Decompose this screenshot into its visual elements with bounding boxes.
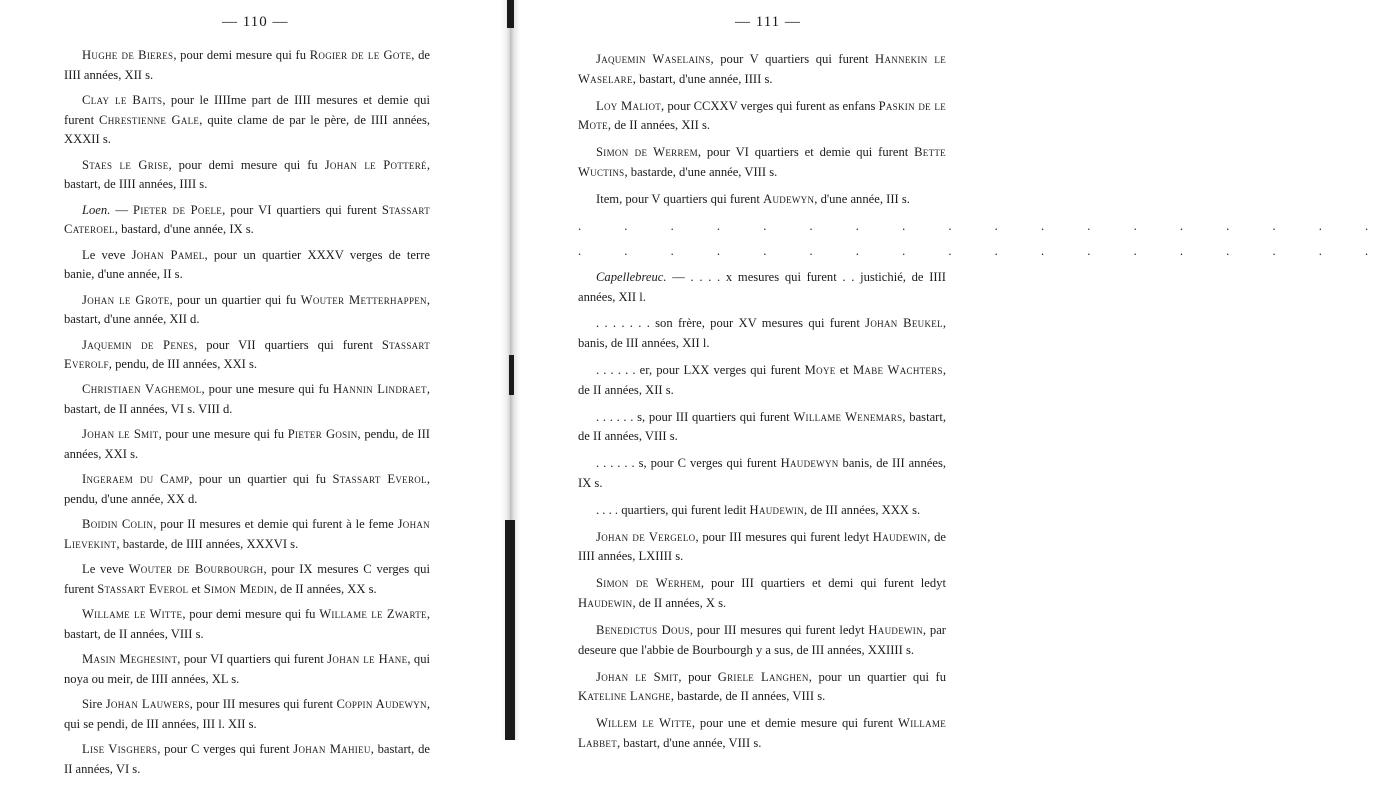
person-name: Johan Mahieu [293, 742, 371, 757]
entry-text: Item, pour V quartiers qui furent [596, 191, 764, 206]
register-entry [578, 501, 946, 521]
entry-text: , pour IX mesures C verges qui furent [64, 562, 430, 597]
entry-text: . . . . . . er, pour LXX verges qui furent [596, 363, 805, 378]
entry-text: , pour un quartier qui fu [189, 472, 333, 487]
register-entry [64, 380, 430, 419]
entry-text: , pour VI quartiers qui furent [177, 652, 328, 667]
entry-text: , bastarde, de II années, VIII s. [670, 689, 826, 704]
entry-text: , bastart, de II années, VI s. VIII d. [64, 382, 430, 417]
register-entry [578, 314, 946, 353]
register-entry [64, 156, 430, 195]
entry-text: , pour une mesure qui fu [158, 427, 288, 442]
register-entry [64, 470, 430, 509]
person-name: Audewyn [763, 191, 815, 206]
person-name: Ingeraem du Camp [82, 472, 190, 487]
register-entry [64, 46, 430, 85]
person-name: Jaquemin Waselains [596, 52, 711, 66]
person-name: Pieter Gosin [287, 427, 358, 442]
register-entry [578, 574, 946, 613]
register-entry [578, 50, 946, 89]
entry-text: , d'une année, III s. [814, 191, 910, 206]
person-name: Johan de Vergelo [596, 529, 696, 544]
person-name: Willame Labbet [578, 716, 946, 750]
entry-text: — . . . . x mesures qui furent . . justichié, de IIII années, XII l. [578, 269, 946, 304]
person-name: Hannin Lindraet [333, 382, 427, 397]
entry-text: — [110, 202, 134, 217]
entry-text: , pour un quartier qui fu [169, 292, 301, 307]
register-entry [64, 91, 430, 150]
person-name: Simon Medin [203, 582, 274, 597]
entry-text: , pour demi mesure qui fu [182, 607, 320, 622]
entry-text: , par deseure que l'abbie de Bourbourgh y a sus, de III années, XXIIII s. [578, 622, 946, 657]
person-name: Willame Wenemars [793, 409, 903, 424]
entry-text: , pendu, de III années, XXI s. [108, 357, 258, 372]
person-name: Kateline Langhe [578, 689, 671, 704]
entry-text: , qui se pendi, de III années, III l. XII s. [64, 697, 431, 731]
person-name: Masin Meghesint [82, 652, 178, 667]
entry-text: , pour C verges qui furent [157, 742, 294, 757]
elision-dots-row: . . . . . . . . . . . . . . . . . . [578, 218, 1388, 233]
person-name: Griele Langhen [717, 669, 809, 684]
person-name: Haudewyn [780, 456, 839, 471]
person-name: Simon de Werrem [596, 145, 698, 160]
register-entry [64, 201, 430, 240]
right-entries-b [578, 268, 946, 753]
register-entry [64, 605, 430, 644]
entry-text: banis, de III années, IX s. [578, 456, 946, 490]
register-entry [578, 621, 946, 660]
entry-text: . . . . . . . son frère, pour XV mesures qui furent [596, 316, 866, 331]
entry-text: , de II années, XII s. [607, 118, 711, 133]
elision-dots-row: . . . . . . . . . . . . . . . . . . [578, 244, 1388, 259]
person-name: Simon de Werhem [596, 576, 701, 591]
entry-text: , de IIII années, XII s. [64, 48, 430, 82]
page-number-110: — 110 — [222, 14, 289, 30]
person-name: Johan le Grote [82, 292, 170, 307]
entry-text: , pour le IIIIme part de IIII mesures et demie qui furent [64, 92, 430, 127]
person-name: Boidin Colin [82, 517, 154, 532]
entry-text: , pour une mesure qui fu [201, 382, 334, 397]
person-name: Willem le Witte [596, 716, 692, 731]
register-entry [64, 560, 430, 599]
register-entry [64, 515, 430, 554]
person-name: Coppin Audewyn [336, 697, 427, 712]
entry-text: , bastart, de II années, VI s. [64, 742, 430, 776]
person-name: Bette Wuctins [578, 145, 946, 179]
entry-text: et [188, 582, 204, 597]
entry-text: , pour un quartier XXXV verges de terre banie, d'une année, II s. [64, 247, 430, 282]
entry-text: , de IIII années, LXIIII s. [578, 529, 947, 564]
entry-text: , de II années, XX s. [273, 582, 377, 597]
left-page-text [64, 46, 430, 785]
entry-text: , pour II mesures et demie qui furent à le feme [153, 517, 398, 532]
register-entry [578, 408, 946, 447]
register-entry [64, 695, 430, 734]
person-name: Hannekin le Waselare [578, 52, 946, 86]
person-name: Christiaen Vaghemol [82, 382, 202, 397]
person-name: Hughe de Bieres [82, 48, 174, 62]
person-name: Lise Visghers [82, 742, 158, 757]
person-name: Haudewin [749, 502, 805, 517]
person-name: Staes le Grise [82, 157, 169, 172]
book-gutter [500, 0, 520, 740]
place-heading: Loen. [82, 202, 111, 217]
entry-text: , pour III mesures qui furent [189, 697, 337, 712]
entry-text: , pour III mesures qui furent ledyt [689, 622, 869, 637]
register-entry [64, 291, 430, 330]
register-entry [64, 336, 430, 375]
person-name: Benedictus Dous [596, 622, 690, 637]
register-entry [64, 650, 430, 689]
person-name: Johan le Smit [82, 427, 159, 442]
person-name: Paskin de le Mote [578, 98, 946, 133]
entry-text: , pour VII quartiers qui furent [194, 337, 382, 352]
register-entry [578, 97, 946, 136]
entry-text: , bastarde, de IIII années, XXXVI s. [116, 537, 299, 552]
entry-text: , pour une et demie mesure qui furent [691, 716, 899, 731]
entry-text: , pendu, de III années, XXI s. [64, 427, 430, 462]
person-name: Rogier de le Gote [309, 48, 412, 62]
register-entry [578, 190, 946, 210]
register-entry [64, 740, 430, 779]
person-name: Haudewin [872, 529, 928, 544]
entry-text: , bastart, d'une année, XII d. [64, 292, 430, 327]
entry-text: , pour VI quartiers et demie qui furent [697, 145, 915, 160]
entry-text: , pour V quartiers qui furent [710, 52, 876, 66]
place-heading: Capellebreuc. [596, 269, 667, 284]
entry-text: , de II années, X s. [632, 595, 727, 610]
person-name: Jaquemin de Penes [82, 337, 195, 352]
person-name: Clay le Baits [82, 92, 163, 107]
person-name: Stassart Cateroel [64, 202, 430, 237]
entry-text: , bastart, de II années, VIII s. [64, 607, 430, 641]
register-entry [578, 268, 946, 307]
entry-text: , pour III quartiers et demi qui furent ledyt [700, 576, 946, 591]
person-name: Haudewin [578, 595, 633, 610]
person-name: Johan Pamel [131, 247, 205, 262]
person-name: Johan Lievekint [64, 517, 430, 552]
entry-text: , qui noya ou meir, de IIII années, XL s. [64, 652, 431, 686]
register-entry [64, 246, 430, 285]
person-name: Johan le Potteré [324, 157, 427, 172]
entry-text: , banis, de III années, XII l. [578, 316, 947, 351]
entry-text: , bastart, de IIII années, IIII s. [64, 157, 430, 192]
entry-text: . . . . . . s, pour C verges qui furent [596, 456, 781, 471]
register-entry [578, 714, 946, 753]
register-entry [578, 668, 946, 707]
register-entry [578, 528, 946, 567]
entry-text: , pour un quartier qui fu [808, 669, 947, 684]
entry-text: Sire [82, 697, 106, 712]
person-name: Wouter Metterhappen [300, 292, 427, 307]
entry-text: , pour III mesures qui furent ledyt [695, 529, 873, 544]
person-name: Johan le Smit [596, 669, 679, 684]
entry-text: , bastard, d'une année, IX s. [114, 222, 254, 237]
register-entry [64, 425, 430, 464]
entry-text: Le veve [82, 562, 129, 577]
entry-text: , pour [678, 669, 718, 684]
entry-text: , de III années, XXX s. [804, 502, 921, 517]
register-entry [578, 361, 946, 400]
person-name: Johan Beukel [865, 316, 943, 331]
entry-text: , pour demi mesure qui fu [168, 157, 325, 172]
entry-text: , bastart, d'une année, IIII s. [632, 71, 773, 86]
entry-text: et [835, 363, 853, 378]
entry-text: Le veve [82, 247, 132, 262]
entry-text: . . . . quartiers, qui furent ledit [596, 502, 750, 517]
right-page-text [578, 50, 1388, 761]
person-name: Moye [804, 363, 836, 378]
left-page [0, 0, 500, 776]
page-number-111: — 111 — [735, 14, 801, 30]
register-entry [578, 143, 946, 182]
person-name: Haudewin [868, 622, 923, 637]
right-entries-a [578, 50, 946, 209]
person-name: Stassart Everol [97, 582, 189, 597]
person-name: Pieter de Poele [133, 202, 223, 217]
entry-text: , pour VI quartiers qui furent [222, 202, 382, 217]
entry-text: , bastart, d'une année, VIII s. [617, 735, 762, 750]
entry-text: , bastarde, d'une année, VIII s. [624, 164, 778, 179]
entry-text: , bastart, de II années, VIII s. [578, 409, 946, 444]
entry-text: , pour demi mesure qui fu [173, 48, 310, 62]
person-name: Chrestienne Gale [99, 112, 200, 127]
person-name: Loy Maliot [596, 98, 662, 113]
person-name: Wouter de Bourbourgh [128, 562, 264, 577]
person-name: Johan le Hane [327, 652, 408, 667]
entry-text: . . . . . . s, pour III quartiers qui furent [596, 409, 794, 424]
person-name: Stassart Everolf [64, 337, 430, 372]
entry-text: , pendu, d'une année, XX d. [64, 472, 431, 507]
entry-text: , de II années, XII s. [578, 363, 946, 397]
person-name: Mabe Wachters [852, 363, 943, 378]
person-name: Stassart Everol [332, 472, 427, 487]
entry-text: , quite clame de par le père, de IIII années, XXXII s. [64, 112, 430, 147]
register-entry [578, 454, 946, 493]
entry-text: , pour CCXXV verges qui furent as enfans [661, 98, 879, 113]
person-name: Johan Lauwers [105, 697, 190, 712]
person-name: Willame le Zwarte [319, 607, 427, 622]
person-name: Willame le Witte [82, 607, 183, 622]
